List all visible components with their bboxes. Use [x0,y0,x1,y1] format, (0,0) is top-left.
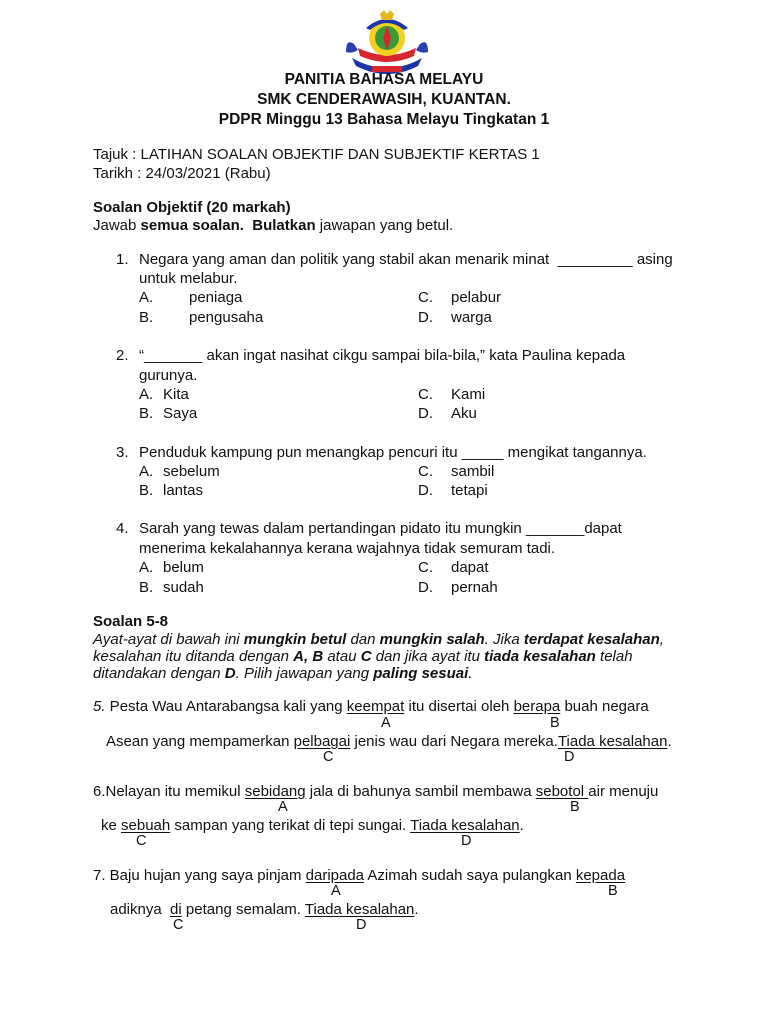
sentence-part: Asean yang mempamerkan [106,733,294,750]
underlined-segment-c: sebuah [121,817,171,834]
option-text: tetapi [451,482,488,499]
option-text: dapat [451,559,489,576]
question-text: gurunya. [139,367,198,384]
question-text: Sarah yang tewas dalam pertandingan pidato itu mungkin _______dapat [139,520,622,537]
answer-label-c: C [323,749,334,765]
sentence-part: buah negara [560,698,649,715]
option-text: lantas [163,482,204,499]
instr-bold: paling sesuai [373,665,469,682]
answer-label-d: D [564,749,575,765]
instr-space [244,217,252,234]
question-number: 2. [116,347,129,364]
option-text: Saya [163,405,198,422]
instr-bold: tiada kesalahan [484,648,596,665]
answer-label-b: B [570,799,580,815]
section-5-8-instr-line-3 [93,664,472,684]
instr-bold: D [224,665,236,682]
sentence-part: petang semalam. [181,901,305,918]
instr-text: . Pilih jawapan yang [235,665,374,682]
option-letter: B. [139,405,154,422]
option-text: pelabur [451,289,502,306]
option-letter: C. [418,289,433,306]
instr-text: telah [595,648,633,665]
sentence-part: Azimah sudah saya pulangkan [364,867,576,884]
underlined-segment-a: keempat [346,698,405,715]
sentence-part: . [414,901,419,918]
answer-label-b: B [550,715,560,731]
option-text: sudah [163,579,204,596]
answer-label-a: A [381,715,391,731]
question-text [106,732,672,752]
instr-text: kesalahan itu ditanda dengan [93,648,294,665]
sentence-part: 7. Baju hujan yang saya pinjam [93,867,306,884]
instr-bold: semua soalan. [140,217,244,234]
section-objektif-title: Soalan Objektif (20 markah) [93,199,291,216]
answer-label-a: A [331,883,341,899]
section-5-8-title: Soalan 5-8 [93,613,169,630]
answer-label-a: A [278,799,288,815]
option-letter: D. [418,405,433,422]
sentence-part: sampan yang terikat di tepi sungai. [170,817,411,834]
option-letter: A. [139,463,154,480]
instr-bold: terdapat kesalahan [523,631,660,648]
option-letter: B. [139,482,154,499]
underlined-segment-b: kepada [575,867,626,884]
sentence-part: jenis wau dari Negara mereka. [350,733,558,750]
question-number: 3. [116,444,129,461]
question-text: Negara yang aman dan politik yang stabil akan menarik minat _________ asing [139,251,673,268]
instr-text: Ayat-ayat di bawah ini [93,631,244,648]
instr-bold: mungkin salah [379,631,485,648]
answer-label-d: D [461,833,472,849]
sentence-part: 6.Nelayan itu memikul [93,783,245,800]
sentence-part: ke [101,817,122,834]
answer-label-c: C [136,833,147,849]
question-text: untuk melabur. [139,270,238,287]
underlined-segment-b: sebotol [535,783,589,800]
instr-text: . [468,665,473,682]
sentence-part: itu disertai oleh [404,698,514,715]
instr-bold: mungkin betul [243,631,347,648]
sentence-part: Pesta Wau Antarabangsa kali yang [105,698,347,715]
underlined-segment-d: Tiada kesalahan [410,817,520,834]
question-text: menerima kekalahannya kerana wajahnya tidak semuram tadi. [139,540,556,557]
question-text: “_______ akan ingat nasihat cikgu sampai bila-bila,” kata Paulina kepada [139,347,626,364]
instr-bold: A, B [293,648,324,665]
question-number: 5. [93,698,106,715]
header-line-3: PDPR Minggu 13 Bahasa Melayu Tingkatan 1 [218,111,550,128]
option-text: belum [163,559,204,576]
option-letter: C. [418,386,433,403]
underlined-segment-d: Tiada kesalahan [557,733,668,750]
tarikh-line: Tarikh : 24/03/2021 (Rabu) [93,165,271,182]
underlined-segment-c: di [170,901,182,918]
option-letter: B. [139,309,154,326]
question-number: 4. [116,520,129,537]
option-letter: D. [418,579,433,596]
question-text [93,697,649,717]
instr-text: . Jika [484,631,524,648]
option-text: sebelum [163,463,220,480]
question-number: 1. [116,251,129,268]
option-text: pernah [451,579,498,596]
option-letter: A. [139,289,154,306]
question-text [93,866,625,886]
tajuk-line: Tajuk : LATIHAN SOALAN OBJEKTIF DAN SUBJEKTIF KERTAS 1 [93,146,540,163]
instr-text: jawapan yang betul. [315,217,454,234]
instr-text: ditandakan dengan [93,665,225,682]
question-text: Penduduk kampung pun menangkap pencuri itu _____ mengikat tangannya. [139,444,647,461]
header-line-2: SMK CENDERAWASIH, KUANTAN. [257,91,511,108]
option-text: Kami [451,386,486,403]
school-crest-logo [344,8,430,78]
document-header [0,70,768,130]
underlined-segment-d: Tiada kesalahan [304,901,415,918]
answer-label-c: C [173,917,184,933]
option-letter: C. [418,559,433,576]
option-text: Kita [163,386,189,403]
instr-bold: Bulatkan [252,217,316,234]
option-letter: C. [418,463,433,480]
section-objektif-instructions [93,216,453,236]
sentence-part: . [667,733,672,750]
answer-label-b: B [608,883,618,899]
answer-label-d: D [356,917,367,933]
sentence-part: jala di bahunya sambil membawa [305,783,536,800]
instr-text: Jawab [93,217,141,234]
option-letter: D. [418,482,433,499]
sentence-part: . [519,817,524,834]
option-text: warga [451,309,492,326]
sentence-part: air menuju [588,783,659,800]
option-text: Aku [451,405,477,422]
option-text: pengusaha [189,309,264,326]
option-text: sambil [451,463,495,480]
underlined-segment-b: berapa [513,698,561,715]
underlined-segment-c: pelbagai [293,733,351,750]
instr-bold: C [360,648,372,665]
sentence-part: adiknya [110,901,171,918]
option-letter: B. [139,579,154,596]
underlined-segment-a: daripada [305,867,365,884]
question-text [110,900,419,920]
option-text: peniaga [189,289,243,306]
header-line-1: PANITIA BAHASA MELAYU [284,71,484,88]
underlined-segment-a: sebidang [244,783,306,800]
instr-text: dan jika ayat itu [371,648,485,665]
option-letter: A. [139,386,154,403]
option-letter: D. [418,309,433,326]
instr-text: dan [346,631,380,648]
instr-text: atau [323,648,361,665]
instr-text: , [659,631,664,648]
option-letter: A. [139,559,154,576]
